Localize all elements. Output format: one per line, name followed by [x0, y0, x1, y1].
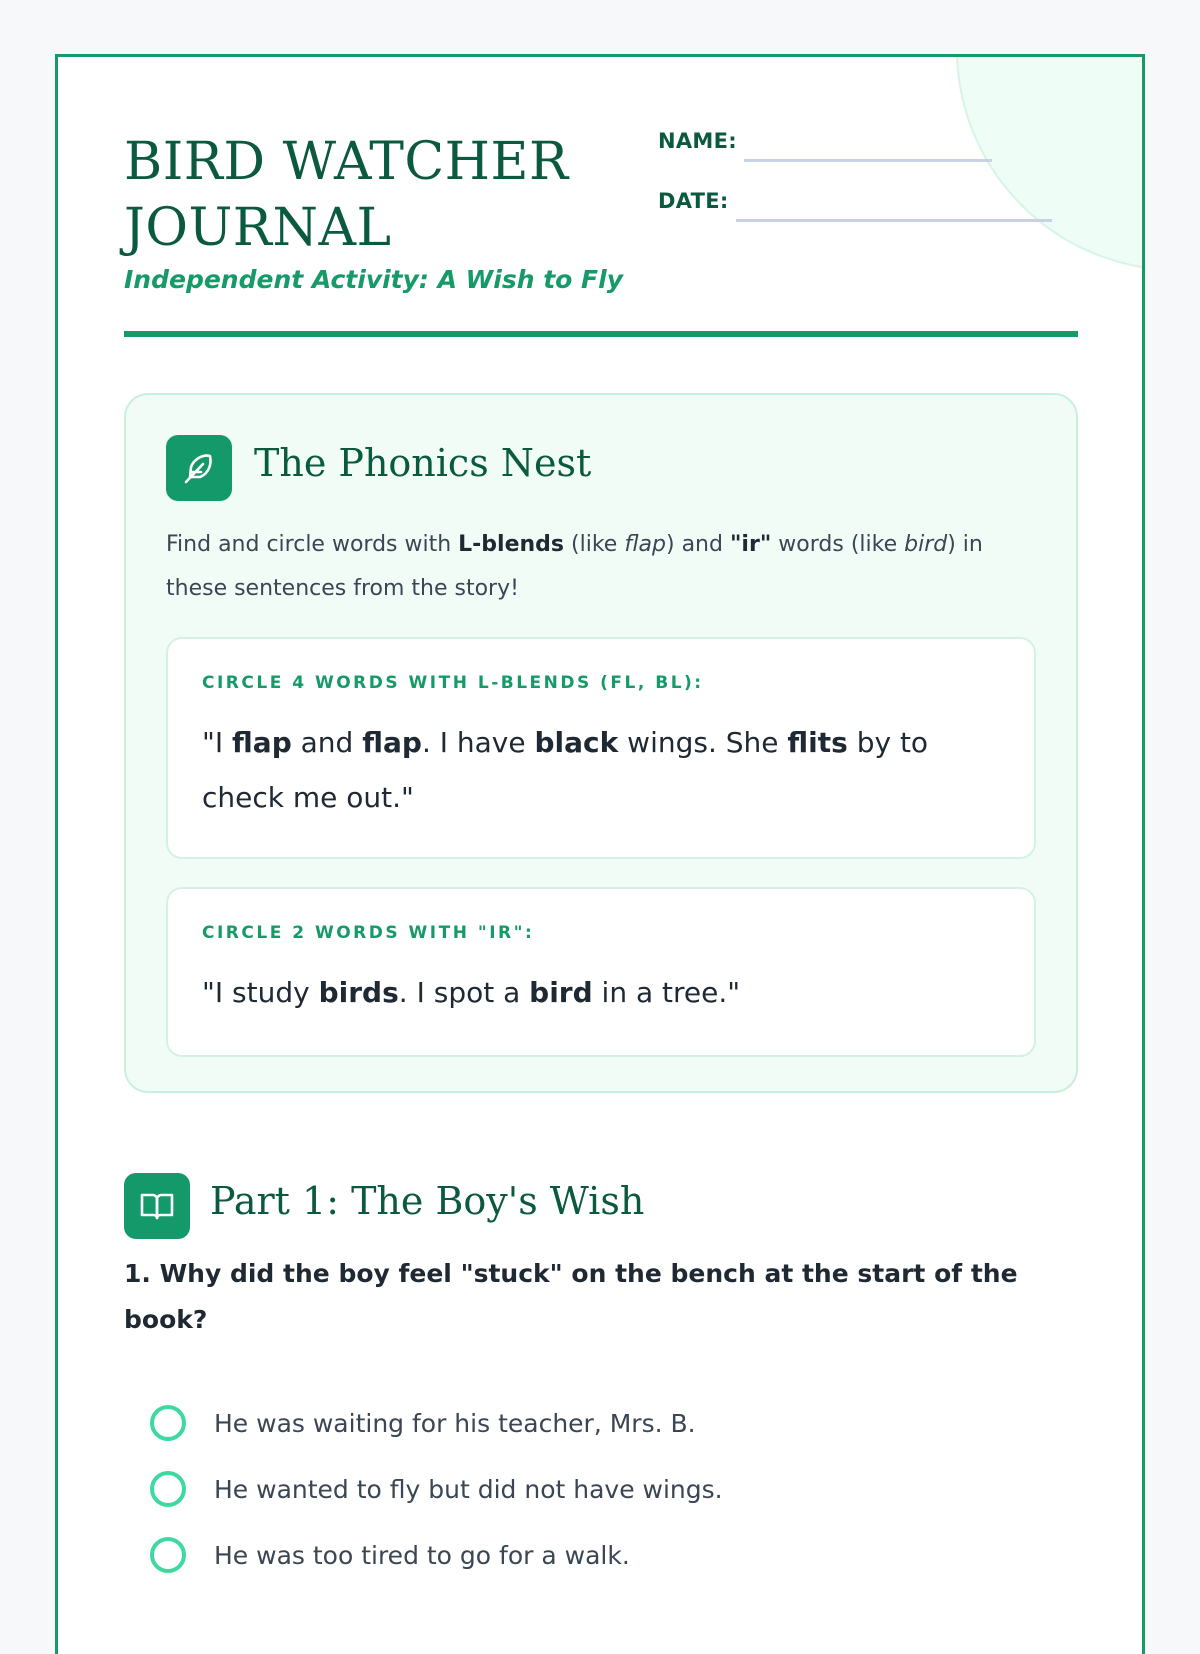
answer-option-label: He was too tired to go for a walk. — [214, 1540, 630, 1570]
worksheet-page — [55, 54, 1145, 1654]
word-flap-1: flap — [232, 726, 292, 759]
word-birds: birds — [318, 976, 399, 1009]
radio-button[interactable] — [150, 1537, 186, 1573]
name-field[interactable] — [744, 159, 992, 162]
title-line-2: JOURNAL — [124, 198, 392, 258]
name-label: NAME: — [658, 129, 737, 153]
answer-option-label: He was waiting for his teacher, Mrs. B. — [214, 1408, 696, 1438]
date-label: DATE: — [658, 189, 729, 213]
l-blends-card — [166, 637, 1036, 859]
corner-decoration — [956, 54, 1145, 271]
question-1: 1. Why did the boy feel "stuck" on the bench at the start of the book? — [124, 1259, 1018, 1334]
worksheet-title — [124, 129, 569, 261]
header-divider — [124, 331, 1078, 337]
worksheet-subtitle: Independent Activity: A Wish to Fly — [124, 265, 623, 294]
answer-option-1[interactable] — [150, 1401, 696, 1445]
book-icon — [124, 1173, 190, 1239]
ir-words-label: CIRCLE 2 WORDS WITH "IR": — [202, 923, 535, 943]
date-field[interactable] — [736, 219, 1052, 222]
word-flap-2: flap — [362, 726, 422, 759]
title-line-1: BIRD WATCHER — [124, 132, 569, 192]
ir-words-sentence[interactable]: "I study birds. I spot a bird in a tree." — [202, 976, 741, 1009]
word-flits: flits — [787, 726, 848, 759]
part-1-heading: Part 1: The Boy's Wish — [210, 1179, 645, 1223]
answer-option-label: He wanted to fly but did not have wings. — [214, 1474, 723, 1504]
answer-option-3[interactable] — [150, 1533, 630, 1577]
ir-words-card — [166, 887, 1036, 1057]
phonics-nest-section — [124, 393, 1078, 1093]
answer-option-2[interactable] — [150, 1467, 723, 1511]
feather-icon — [166, 435, 232, 501]
phonics-instructions: Find and circle words with L-blends (like flap) and "ir" words (like bird) in these sentences from the story! — [166, 532, 983, 601]
l-blends-label: CIRCLE 4 WORDS WITH L-BLENDS (FL, BL): — [202, 673, 704, 693]
word-bird: bird — [529, 976, 593, 1009]
radio-button[interactable] — [150, 1471, 186, 1507]
word-black: black — [534, 726, 619, 759]
l-blends-sentence[interactable]: "I flap and flap. I have black wings. She flits by to check me out." — [202, 726, 929, 814]
radio-button[interactable] — [150, 1405, 186, 1441]
phonics-heading: The Phonics Nest — [254, 441, 592, 485]
